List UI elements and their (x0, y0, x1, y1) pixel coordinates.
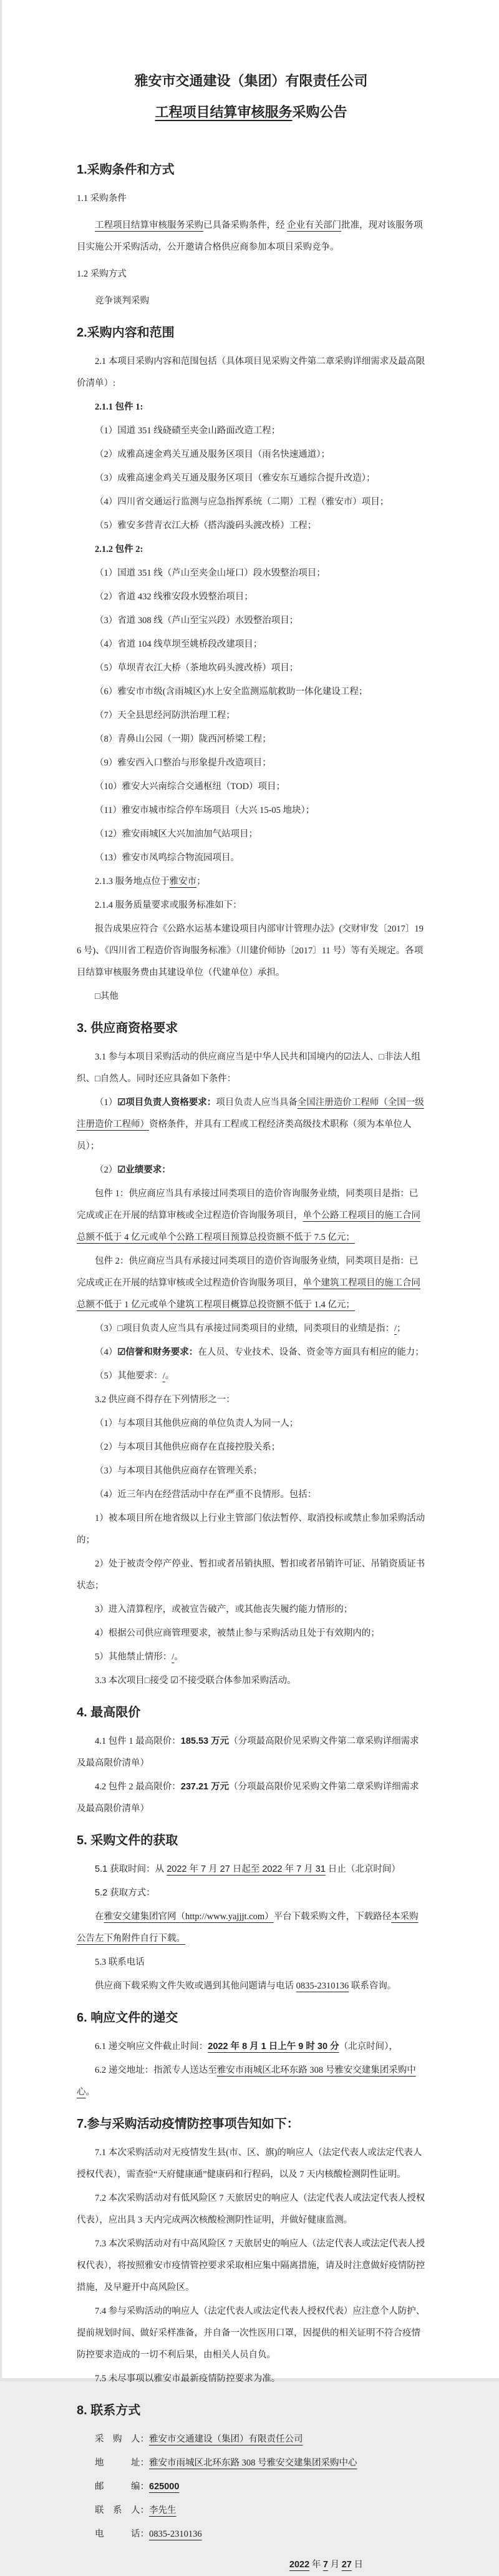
paragraph (77, 1251, 425, 1316)
text-run: 3.1 参与本项目采购活动的供应商应当是中华人民共和国境内的☑法人、□非法人组织、□自然人。同时还应具备如下条件： (77, 1052, 421, 1084)
text-run: 2.1.3 服务地点位于 (95, 877, 170, 887)
text-run: 0835-2310136 (296, 1981, 349, 1991)
text-run: 27 (341, 2560, 352, 2570)
text-run: 5.1 获取时间：从 (95, 1864, 167, 1874)
text-run: 资格条件，并具有工程或工程经济类高级技术职称（须为本单位人员）； (77, 1119, 412, 1151)
text-run: ☑信誉和财务要求： (117, 1347, 198, 1357)
text-run: 5）其他禁止情形： (95, 1652, 172, 1662)
contact-row-contact-person (77, 2500, 425, 2522)
paragraph (77, 468, 425, 489)
paragraph (77, 823, 425, 845)
paragraph (77, 586, 425, 608)
paragraph (77, 2368, 425, 2390)
text-run: 2.1.1 包件 1: (95, 402, 143, 412)
paragraph (77, 1859, 425, 1880)
paragraph (77, 1553, 425, 1597)
paragraph (77, 491, 425, 513)
paragraph (77, 1159, 425, 1181)
paragraph (77, 1508, 425, 1551)
paragraph (77, 2188, 425, 2231)
text-run: 工程项目结算审核服务 (155, 104, 293, 120)
text-run: 7.4 参与采购活动的响应人（法定代表人或法定代表人授权代表）应注意个人防护、提前规划时间、做好采样准备，并自备一次性医用口罩，因提供的相关证明不符合疫情防控要求造成的一切不利后果，由相关人员自负。 (77, 2306, 425, 2360)
paragraph (77, 1460, 425, 1482)
text-run: 4.1 包件 1 最高限价： (95, 1736, 181, 1746)
text-run: （8）青鼻山公园（一期）陇西河桥梁工程； (95, 734, 271, 744)
paragraph (77, 1389, 425, 1411)
text-run: （9）雅安西入口整治与形象提升改造项目； (95, 758, 271, 768)
paragraph (77, 2036, 425, 2058)
text-run: 185.53 万元 (180, 1736, 230, 1746)
text-run: （5）草坝青衣江大桥（茶地坎码头渡改桥）项目； (95, 663, 299, 673)
paragraph (77, 1952, 425, 1974)
text-run: 在 (95, 1912, 104, 1922)
section-heading (77, 2006, 425, 2030)
paragraph (77, 1046, 425, 1090)
text-run: 7.5 未尽事项以雅安市最新疫情防控要求为准。 (95, 2374, 281, 2384)
text-run: 全国注册造价工程师（全国一级注册造价工程师） (77, 1098, 424, 1129)
text-run: 2022 年 8 月 1 日上午 9 时 30 分 (208, 2042, 339, 2052)
paragraph (77, 1776, 425, 1820)
text-run: 日止（北京时间） (325, 1864, 400, 1874)
section-heading (77, 1829, 425, 1852)
text-run: 供应商下载采购文件失败或遇到其他问题请与电话 (95, 1981, 296, 1991)
text-run: （4）省道 104 线草坝至姚桥段改建项目； (95, 639, 263, 649)
paragraph (77, 1882, 425, 1904)
doc-title-line-1 (77, 66, 425, 97)
contact-row-purchaser (77, 2429, 425, 2451)
text-run: 7.参与采购活动疫情防控事项告知如下： (77, 2117, 299, 2131)
paragraph (77, 420, 425, 442)
paragraph (77, 1646, 425, 1668)
text-run: 单个公路工程项目的施工合同总额不低于 4 亿元或单个公路工程项目预算总投资额不低于 7.5 亿元； (77, 1211, 420, 1242)
paragraph (77, 515, 425, 537)
section-heading (77, 158, 425, 182)
paragraph (77, 1365, 425, 1387)
contact-row-postcode (77, 2476, 425, 2498)
text-run: （1） (95, 1098, 118, 1108)
text-run: 本采购公告左下角附件自行下载。 (77, 1912, 419, 1944)
text-run: （1）与本项目其他供应商的单位负责人为同一人； (95, 1418, 299, 1428)
text-run: 雅安市雨城区北环东路 308 号雅安交建集团采购中心 (149, 2458, 357, 2468)
section-heading (77, 2399, 425, 2422)
paragraph (77, 1342, 425, 1364)
paragraph (77, 776, 425, 798)
text-run: 联 系 人： (95, 2505, 149, 2515)
text-run: 7 (322, 2560, 328, 2570)
text-run: 6. 响应文件的递交 (77, 2011, 178, 2025)
text-run: 4.2 包件 2 最高限价： (95, 1782, 181, 1792)
paragraph (77, 1318, 425, 1340)
text-run: 包件 2：供应商应当具有承接过同类项目的造价咨询服务业绩，同类项目是指：已完成或正在开展的结算审核或全过程造价咨询服务项目， (77, 1256, 419, 1288)
text-run: （12）雅安雨城区大兴加油加气站项目； (95, 829, 258, 839)
paragraph (77, 539, 425, 561)
text-run: （分项最高限价见采购文件第二章采购详细需求及最高限价清单） (77, 1736, 419, 1768)
text-run: ☑项目负责人资格要求： (117, 1098, 216, 1108)
text-run: （4）近三年内在经营活动中存在严重不良情形。包括： (95, 1490, 317, 1500)
paragraph (77, 563, 425, 584)
text-run: 包件 1：供应商应当具有承接过同类项目的造价咨询服务业绩，同类项目是指：已完成或正在开展的结算审核或全过程造价咨询服务项目， (77, 1189, 419, 1221)
paragraph (77, 752, 425, 774)
text-run: （4） (95, 1347, 118, 1357)
text-run: 。 (174, 1652, 183, 1662)
text-run: 3.2 供应商不得存在下列情形之一： (95, 1395, 235, 1405)
text-run: 平台下载采购文件，下载路径 (273, 1912, 392, 1922)
paragraph (77, 729, 425, 750)
text-run: 5. 采购文件的获取 (77, 1834, 178, 1847)
text-run: 电 话： (95, 2529, 149, 2539)
text-run: 年 (309, 2560, 323, 2570)
text-run: 。 (85, 2087, 95, 2097)
text-run: ； (397, 1324, 406, 1334)
paragraph (77, 1437, 425, 1458)
text-run: （3）与本项目其他供应商存在管理关系； (95, 1466, 263, 1476)
contact-row-phone (77, 2524, 425, 2545)
section-heading (77, 2112, 425, 2136)
text-run: 在人员、专业技术、设备、资金等方面具有相应的能力； (198, 1347, 424, 1357)
text-run: 地 址： (95, 2458, 149, 2468)
text-run: 联系咨询。 (349, 1981, 397, 1991)
text-run: 5.2 获取方式： (95, 1888, 155, 1898)
paragraph (77, 1731, 425, 1774)
section-heading (77, 321, 425, 345)
text-run: 2022 (289, 2560, 310, 2570)
text-run: （5）其他要求： (95, 1371, 163, 1381)
text-run: 0835-2310136 (149, 2529, 202, 2539)
paragraph (77, 681, 425, 703)
text-run: （2）与本项目其他供应商存在直接控股关系； (95, 1442, 281, 1452)
text-run: （3）成雅高速金鸡关互通及服务区项目（雅安东互通综合提升改造）； (95, 473, 375, 483)
paragraph (77, 351, 425, 395)
text-run: 报告成果应符合《公路水运基本建设项目内部审计管理办法》(交财审发〔2017〕196 号)、《四川省工程造价咨询服务标准》（川建价师协〔2017〕11 号）等有关规定。各项目结算审核服务费由其建设单位（代建单位）承担。 (77, 924, 424, 978)
text-run: 雅安市交通建设（集团）有限责任公司 (134, 73, 368, 89)
paragraph (77, 1975, 425, 1997)
paragraph (77, 1906, 425, 1950)
text-run: （2） (95, 1165, 118, 1175)
text-run: 竞争谈判采购 (95, 296, 149, 306)
paragraph (77, 215, 425, 258)
contact-row-address (77, 2452, 425, 2474)
text-run: （3）省道 308 线（芦山至宝兴段）水毁整治项目； (95, 616, 299, 626)
text-run: 2022 年 7 月 27 日起至 2022 年 7 月 31 (167, 1864, 326, 1874)
text-run: 7.1 本次采购活动对无疫情发生县(市、区、旗)的响应人（法定代表人或法定代表人授权代表），需查验“天府健康通”健康码和行程码，以及 7 天内核酸检测阴性证明。 (77, 2148, 422, 2180)
text-run: ； (196, 877, 206, 887)
section-heading (77, 1016, 425, 1040)
text-run: （北京时间）， (339, 2042, 398, 2052)
text-run: 工程项目结算审核服务采购 (95, 220, 203, 230)
text-run: （7）天全县思经河防洪治理工程； (95, 710, 235, 720)
text-run: 雅安市雨城区北环东路 308 号雅安交建集团采购中心 (77, 2065, 416, 2097)
text-run: 1.2 采购方式 (77, 269, 127, 279)
text-run: （4）四川省交通运行监测与应急指挥系统（二期）工程（雅安市）项目； (95, 497, 389, 507)
text-run: （2）成雅高速金鸡关互通及服务区项目（雨名快速通道）； (95, 450, 330, 460)
paragraph (77, 1413, 425, 1435)
text-run: （1）国道 351 线（芦山至夹金山垭口）段水毁整治项目； (95, 568, 326, 578)
text-run: / (394, 1324, 397, 1334)
text-run: （11）雅安市城市综合停车场项目（大兴 15-05 地块）； (95, 805, 315, 815)
text-run: 邮 编： (95, 2482, 149, 2492)
paragraph (77, 895, 425, 917)
text-run: 单个建筑工程项目的施工合同总额不低于 1 亿元或单个建筑工程项目概算总投资额不低于 1.4 亿元； (77, 1278, 420, 1310)
paragraph (77, 1670, 425, 1692)
text-run: 。 (165, 1371, 175, 1381)
text-run: 企业有关部门 (287, 220, 342, 230)
text-run: 雅安市交通建设（集团）有限责任公司 (149, 2434, 303, 2444)
paragraph (77, 847, 425, 869)
text-run: 625000 (149, 2482, 180, 2492)
paragraph (77, 1183, 425, 1249)
text-run: □其他 (95, 991, 119, 1001)
text-run: 雅安交建集团官网（http://www.yajjjt.com） (104, 1912, 274, 1922)
text-run: 月 (327, 2560, 342, 2570)
paragraph (77, 1092, 425, 1158)
text-run: 批准，现对该服务项目实施公开采购活动，公开邀请合格供应商参加本项目采购竞争。 (77, 220, 423, 252)
text-run: 采 购 人： (95, 2434, 149, 2444)
text-run: 2）处于被责令停产停业、暂扣或者吊销执照、暂扣或者吊销许可证、吊销资质证书状态； (77, 1559, 425, 1591)
text-run: 2.采购内容和范围 (77, 326, 175, 340)
text-run: 8. 联系方式 (77, 2404, 141, 2417)
text-run: （1）国道 351 线硗碛至夹金山路面改造工程； (95, 426, 281, 436)
text-run: （2）省道 432 线雅安段水毁整治项目； (95, 592, 253, 602)
text-run: 6.1 递交响应文件截止时间： (95, 2042, 208, 2052)
paragraph (77, 1599, 425, 1621)
paragraph (77, 2060, 425, 2103)
text-run: 2.1.2 包件 2: (95, 544, 143, 554)
sub-heading (77, 188, 425, 210)
text-run: 3. 供应商资格要求 (77, 1021, 178, 1035)
paragraph (77, 657, 425, 679)
paragraph (77, 2142, 425, 2186)
paragraph (77, 2233, 425, 2299)
doc-title-line-2 (77, 97, 425, 128)
text-run: （3）□项目负责人应当具有承接过同类项目的业绩，同类项目的业绩是指： (95, 1324, 395, 1334)
text-run: 7.3 本次采购活动对有中高风险区 7 天旅居史的响应人（法定代表人或法定代表人授权代表），将按照雅安市疫情管控要求采取相应集中隔离措施，请及时注意做好疫情防控措施，及早避开中高风险区。 (77, 2239, 425, 2293)
text-run: 3.3 本次项目□接受 ☑不接受联合体参加采购活动。 (95, 1676, 296, 1686)
text-run: （13）雅安市凤鸣综合物流园项目。 (95, 853, 240, 863)
text-run: （6）雅安市市级(含雨城区)水上安全监测巡航救助一体化建设工程； (95, 687, 368, 697)
text-run: 237.21 万元 (180, 1782, 230, 1792)
text-run: 5.3 联系电话 (95, 1957, 145, 1967)
text-run: 采购公告 (292, 104, 347, 120)
paragraph (77, 800, 425, 822)
paragraph (77, 396, 425, 418)
text-run: 1）被本项目所在地省级以上行业主管部门依法暂停、取消投标或禁止参加采购活动的； (77, 1513, 425, 1545)
text-run: 4. 最高限价 (77, 1706, 141, 1719)
text-run: ☑业绩要求： (117, 1165, 171, 1175)
paragraph (77, 290, 425, 312)
paragraph (77, 986, 425, 1008)
sub-heading (77, 263, 425, 285)
text-run: 3）进入清算程序，或被宣告破产，或其他丧失履约能力情形的； (95, 1605, 353, 1615)
text-run: 已具备采购条件，经 (203, 220, 288, 230)
paragraph (77, 1484, 425, 1506)
text-run: 项目负责人应当具备 (216, 1098, 298, 1108)
text-run: / (172, 1652, 175, 1662)
document-body (77, 66, 425, 2576)
text-run: 2.1 本项目采购内容和范围包括（具体项目见采购文件第二章采购详细需求及最高限价清单）: (77, 356, 425, 388)
text-run: （5）雅安多营青衣江大桥（搭沟漩码头渡改桥）工程； (95, 521, 317, 531)
text-run: 1.采购条件和方式 (77, 163, 175, 177)
text-run: 李先生 (149, 2505, 177, 2515)
text-run: 日 (351, 2560, 363, 2570)
text-run: （10）雅安大兴南综合交通枢纽（TOD）项目； (95, 782, 286, 792)
text-run: 2.1.4 服务质量要求或服务标准如下： (95, 900, 242, 910)
paragraph (77, 444, 425, 466)
paragraph (77, 918, 425, 984)
paragraph (77, 2301, 425, 2366)
paragraph (77, 705, 425, 727)
text-run: 6.2 递交地址：指派专人送达至 (95, 2065, 217, 2075)
text-run: 7.2 本次采购活动对有低风险区 7 天旅居史的响应人（法定代表人或法定代表人授权代表），应出具 3 天内完成两次核酸检测阴性证明，并做好健康监测。 (77, 2193, 425, 2225)
paragraph (77, 610, 425, 632)
paragraph (77, 634, 425, 656)
doc-date (77, 2554, 425, 2576)
paragraph (77, 871, 425, 893)
text-run: 雅安市 (169, 877, 197, 887)
text-run: 4）根据公司供应商管理要求，被禁止参与采购活动且处于有效期内的； (95, 1628, 380, 1638)
text-run: 1.1 采购条件 (77, 194, 127, 204)
text-run: / (162, 1371, 165, 1381)
text-run: （分项最高限价见采购文件第二章采购详细需求及最高限价清单） (77, 1782, 419, 1814)
section-heading (77, 1701, 425, 1724)
paragraph (77, 1623, 425, 1644)
